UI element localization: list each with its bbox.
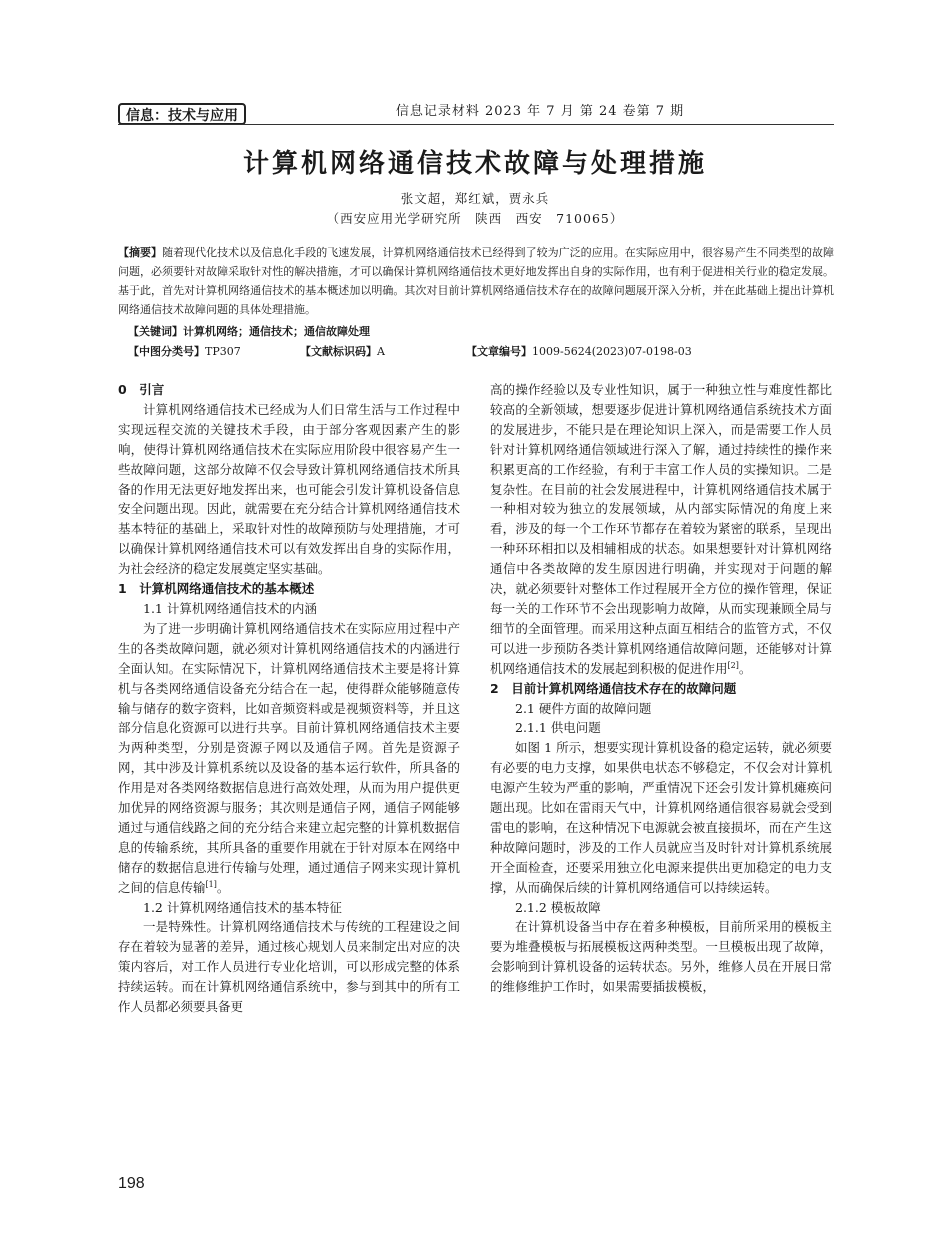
paragraph-end: 。 [738,660,752,676]
subsection-heading-2-1-1: 2.1.1 供电问题 [515,720,601,736]
citation: [1] [205,879,217,889]
paragraph-text: 高的操作经验以及专业性知识，属于一种独立性与难度性都比较高的全新领域，想要逐步促进计算机网络通信系统技术方面的发展进步，不能只是在理论知识上深入，而是需要工作人员针对计算机网络通信领域进行深入了解，通过持续性的操作来积累更高的工作经验，有利于丰富工作人员的实操知识。二是复杂性。在目前的社会发展进程中，计算机网络通信技术属于一种相对较为独立的发展领域，从内部实际情况的角度上来看，涉及的每一个工作环节都存在着较为紧密的联系，呈现出一种环环相扣以及相辅相成的状态。如果想要针对计算机网络通信中各类故障的发生原因进行明确，并实现对于问题的解决，就必须要针对整体工作过程展开全方位的操作管理，保证每一关的工作环节不会出现影响力故障，从而实现兼顾全局与细节的全面管理。而采用这种点面互相结合的监管方式，不仅可以进一步预防各类计算机网络通信故障问题，还能够对计算机网络通信技术的发展起到积极的促进作用 [490,382,832,676]
affiliation: （西安应用光学研究所 陕西 西安 710065） [326,211,624,226]
section-tag: 信息：技术与应用 [118,103,246,125]
abstract [118,243,834,319]
subsection-heading-1-2: 1.2 计算机网络通信技术的基本特征 [143,899,342,915]
section-heading-0: 0 引言 [118,382,165,397]
keywords [128,322,834,341]
paragraph [118,619,460,898]
paragraph-end: 。 [216,879,230,895]
article-value: 1009-5624(2023)07-0198-03 [532,345,692,358]
subsection-heading-1-1: 1.1 计算机网络通信技术的内涵 [143,600,317,616]
subsection-heading-2-1: 2.1 硬件方面的故障问题 [515,700,652,716]
paragraph: 一是特殊性。计算机网络通信技术与传统的工程建设之间存在着较为显著的差异，通过核心规划人员来制定出对应的决策内容后，对工作人员进行专业化培训，可以形成完整的体系持续运转。而在计算机网络通信系统中，参与到其中的所有工作人员都必须要具备更 [118,919,460,1015]
article-number [466,342,692,361]
doc-code [300,342,385,361]
abstract-label: 【摘要】 [118,246,163,259]
clc-number [128,342,241,361]
authors: 张文超，郑红斌，贾永兵 [400,191,550,206]
paragraph: 在计算机设备当中存在着多种模板，目前所采用的模板主要为堆叠模板与拓展模板这两种类型。一旦模板出现了故障，会影响到计算机设备的运转状态。另外，维修人员在开展日常的维修维护工作时，如果需要插拔模板， [490,919,832,995]
article-label: 【文章编号】 [466,345,532,358]
paragraph-text: 为了进一步明确计算机网络通信技术在实际应用过程中产生的各类故障问题，就必须对计算机网络通信技术的内涵进行全面认知。在实际情况下，计算机网络通信技术主要是将计算机与各类网络通信设备充分结合在一起，使得群众能够随意传输与储存的数字资料，比如音频资料或是视频资料等，并且这部分信息化资源可以进行共享。目前计算机网络通信技术主要为两种类型，分别是资源子网以及通信子网。首先是资源子网，其中涉及计算机系统以及设备的基本运行软件，所具备的作用是对各类网络数据信息进行高效处理，从而为用户提供更加优异的网络资源与服务；其次则是通信子网，通信子网能够通过与通信线路之间的充分结合来建立起完整的计算机数据信息的传输系统，其所具备的重要作用就在于针对原本在网络中储存的数据信息进行传输与处理，通过通信子网来实现计算机之间的信息传输 [118,620,460,895]
right-column [490,380,832,997]
page-number: 198 [118,1175,145,1192]
keywords-label: 【关键词】 [128,325,183,338]
left-column [118,380,460,1017]
clc-label: 【中图分类号】 [128,345,205,358]
citation: [2] [727,660,739,670]
journal-info: 信息记录材料 2023 年 7 月 第 24 卷第 7 期 [395,104,685,119]
paragraph: 如图 1 所示，想要实现计算机设备的稳定运转，就必须要有必要的电力支撑，如果供电状态不够稳定，不仅会对计算机电源产生较为严重的影响，严重情况下还会引发计算机瘫痪问题出现。比如在雷雨天气中，计算机网络通信很容易就会受到雷电的影响，在这种情况下电源就会被直接损坏，而在产生这种故障问题时，涉及的工作人员就应当及时针对计算机系统展开全面检查，还要采用独立化电源来提供出更加稳定的电力支撑，从而确保后续的计算机网络通信可以持续运转。 [490,740,832,895]
doc-label: 【文献标识码】 [300,345,377,358]
section-heading-1: 1 计算机网络通信技术的基本概述 [118,581,315,597]
paper-title: 计算机网络通信技术故障与处理措施 [242,149,707,179]
paragraph [490,380,832,679]
clc-value: TP307 [205,345,241,358]
header-divider [118,124,834,125]
subsection-heading-2-1-2: 2.1.2 模板故障 [515,899,601,915]
keywords-text: 计算机网络；通信技术；通信故障处理 [183,325,370,338]
abstract-text: 随着现代化技术以及信息化手段的飞速发展，计算机网络通信技术已经得到了较为广泛的应用。在实际应用中，很容易产生不同类型的故障问题，必须要针对故障采取针对性的解决措施，才可以确保计算机网络通信技术更好地发挥出自身的实际作用，也有利于促进相关行业的稳定发展。基于此，首先对计算机网络通信技术的基本概述加以明确。其次对目前计算机网络通信技术存在的故障问题展开深入分析，并在此基础上提出计算机网络通信技术故障问题的具体处理措施。 [118,246,834,316]
section-heading-2: 2 目前计算机网络通信技术存在的故障问题 [490,680,737,696]
doc-value: A [377,345,385,358]
paragraph: 计算机网络通信技术已经成为人们日常生活与工作过程中实现远程交流的关键技术手段，由于部分客观因素产生的影响，使得计算机网络通信技术在实际应用阶段中很容易产生一些故障问题，这部分故障不仅会导致计算机网络通信技术所具备的作用无法更好地发挥出来，也可能会引发计算机设备信息安全问题出现。因此，就需要在充分结合计算机网络通信技术基本特征的基础上，采取针对性的故障预防与处理措施，才可以确保计算机网络通信技术可以有效发挥出自身的实际作用，为社会经济的稳定发展奠定坚实基础。 [118,401,460,577]
